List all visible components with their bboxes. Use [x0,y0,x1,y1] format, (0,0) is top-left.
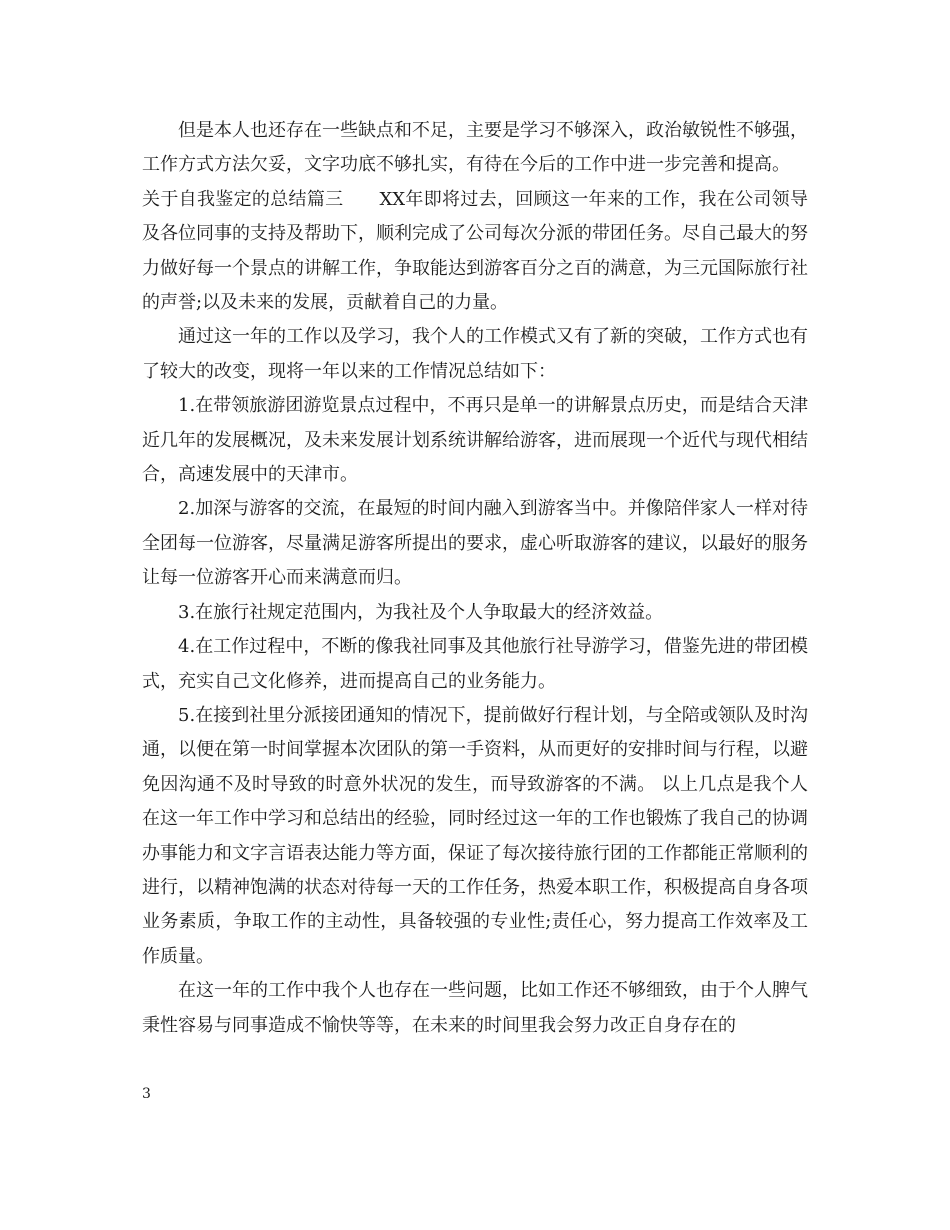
list-item-4: 4.在工作过程中，不断的像我社同事及其他旅行社导游学习，借鉴先进的带团模式，充实自己文化修养，进而提高自己的业务能力。 [142,636,808,692]
section-heading: 关于自我鉴定的总结篇三 [142,188,344,210]
section-intro: XX年即将过去，回顾这一年来的工作，我在公司领导及各位同事的支持及帮助下，顺利完成了公司每次分派的带团任务。尽自己最大的努力做好每一个景点的讲解工作，争取能达到游客百分之百的满意，为三元国际旅行社的声誉;以及未来的发展，贡献着自己的力量。 [142,188,808,314]
page-number: 3 [142,1086,151,1102]
list-item-3: 3.在旅行社规定范围内，为我社及个人争取最大的经济效益。 [178,601,664,623]
paragraph-problems: 在这一年的工作中我个人也存在一些问题，比如工作还不够细致，由于个人脾气秉性容易与同事造成不愉快等等，在未来的时间里我会努力改正自身存在的 [142,980,808,1036]
paragraph-summary-intro: 通过这一年的工作以及学习，我个人的工作模式又有了新的突破，工作方式也有了较大的改变，现将一年以来的工作情况总结如下： [142,326,808,382]
section-heading-line [142,183,808,321]
document-body [142,114,808,1043]
list-item-5: 5.在接到社里分派接团通知的情况下，提前做好行程计划，与全陪或领队及时沟通，以便在第一时间掌握本次团队的第一手资料，从而更好的安排时间与行程，以避免因沟通不及时导致的时意外状况的发生，而导致游客的不满。 以上几点是我个人在这一年工作中学习和总结出的经验，同时经过这一年的工作也锻炼了我自己的协调办事能力和文字言语表达能力等方面，保证了每次接待旅行团的工作都能正常顺利的进行，以精神饱满的状态对待每一天的工作任务，热爱本职工作，积极提高自身各项业务素质，争取工作的主动性，具备较强的专业性;责任心，努力提高工作效率及工作质量。 [142,704,808,967]
list-item-1: 1.在带领旅游团游览景点过程中，不再只是单一的讲解景点历史，而是结合天津近几年的发展概况，及未来发展计划系统讲解给游客，进而展现一个近代与现代相结合，高速发展中的天津市。 [142,395,808,486]
paragraph-shortcomings: 但是本人也还存在一些缺点和不足，主要是学习不够深入，政治敏锐性不够强，工作方式方法欠妥，文字功底不够扎实，有待在今后的工作中进一步完善和提高。 [142,120,808,176]
list-item-2: 2.加深与游客的交流，在最短的时间内融入到游客当中。并像陪伴家人一样对待全团每一位游客，尽量满足游客所提出的要求，虚心听取游客的建议，以最好的服务让每一位游客开心而来满意而归。 [142,498,808,589]
